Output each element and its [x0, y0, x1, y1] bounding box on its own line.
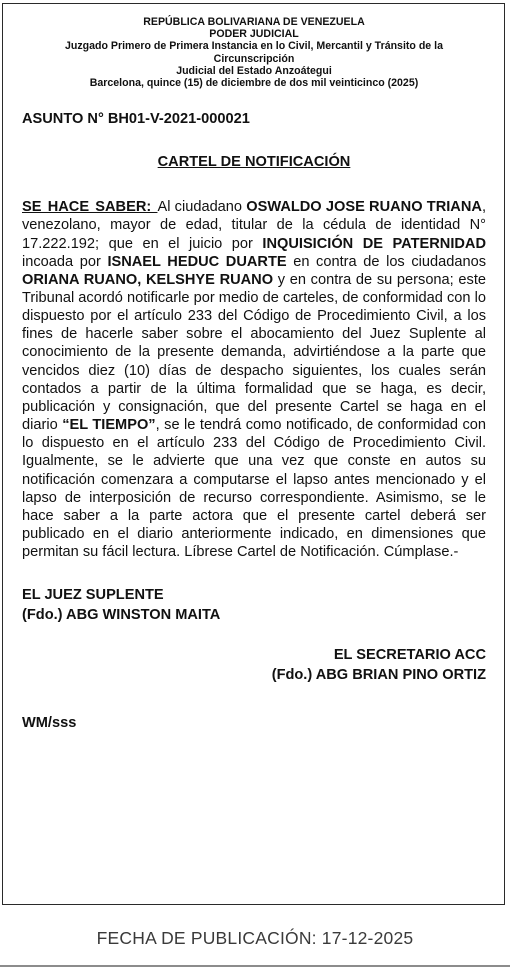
publication-date: FECHA DE PUBLICACIÓN: 17-12-2025: [96, 928, 414, 948]
secretary-name: (Fdo.) ABG BRIAN PINO ORTIZ: [271, 667, 486, 684]
header-court-name: Juzgado Primero de Primera Instancia en lo Civil, Mercantil y Tránsito de la: [65, 40, 443, 53]
body-text-6: , se le tendrá como notificado, de conformidad con lo dispuesto en el artículo 233 del Código de Procedimiento Civil. Igualmente, se le advierte que una vez que conste en autos su notificación comenzara a computarse el lapso antes mencionado y el lapso de interposición de recurso correspondiente. Asimismo, se le hace saber a la parte actora que el presente cartel deberá ser publicado en el diario anteriormente indicado, en dimensiones que permitan su fácil lectura. Líbrese Cartel de Notificación. Cúmplase.-: [22, 417, 486, 561]
judge-name: (Fdo.) ABG WINSTON MAITA: [22, 607, 221, 624]
body-text-5: y en contra de su persona; este Tribunal acordó notificarle por medio de carteles, de conformidad con lo dispuesto por el artículo 233 del Código de Procedimiento Civil, a los fines de hacerle saber sobre el abocamiento del Juez Suplente al conocimiento de la presente demanda, advirtiéndose a la parte que vencidos diez (10) días de despacho siguientes, los cuales serán contados a partir de la última formalidad que se haga, es decir, publicación y consignación, que del presente Cartel se haga en el diario: [22, 271, 486, 434]
court-header: [22, 16, 486, 89]
bottom-divider: [0, 965, 510, 967]
body-text-1: Al ciudadano: [157, 199, 247, 216]
body-text-2: , venezolano, mayor de edad, titular de la cédula de identidad N° 17.222.192; que en el juicio por: [22, 199, 486, 252]
case-number: ASUNTO N° BH01-V-2021-000021: [22, 111, 250, 128]
header-republic: REPÚBLICA BOLIVARIANA DE VENEZUELA: [143, 16, 365, 28]
judge-title: EL JUEZ SUPLENTE: [22, 587, 164, 604]
secretary-signature: [22, 645, 486, 685]
notice-title: CARTEL DE NOTIFICACIÓN: [157, 154, 351, 171]
legal-notice-box: [2, 3, 505, 905]
header-date: Barcelona, quince (15) de diciembre de dos mil veinticinco (2025): [89, 77, 419, 90]
notice-body: [22, 198, 486, 561]
header-circumscription: Circunscripción: [213, 52, 295, 65]
body-bold-2: INQUISICIÓN DE PATERNIDAD: [262, 235, 486, 252]
header-judicial-power: PODER JUDICIAL: [209, 28, 299, 41]
body-bold-4: ORIANA RUANO, KELSHYE RUANO: [22, 271, 274, 288]
judge-signature: [22, 585, 486, 625]
body-lead: SE HACE SABER:: [22, 199, 158, 216]
body-bold-5: “EL TIEMPO”: [62, 417, 156, 434]
body-text-3: incoada por: [22, 253, 108, 270]
body-bold-3: ISNAEL HEDUC DUARTE: [107, 253, 287, 270]
secretary-title: EL SECRETARIO ACC: [333, 647, 486, 664]
initials: WM/sss: [22, 715, 77, 732]
header-state: Judicial del Estado Anzoátegui: [176, 64, 332, 77]
body-text-4: en contra de los ciudadanos: [286, 253, 486, 270]
body-bold-1: OSWALDO JOSE RUANO TRIANA: [246, 199, 482, 216]
